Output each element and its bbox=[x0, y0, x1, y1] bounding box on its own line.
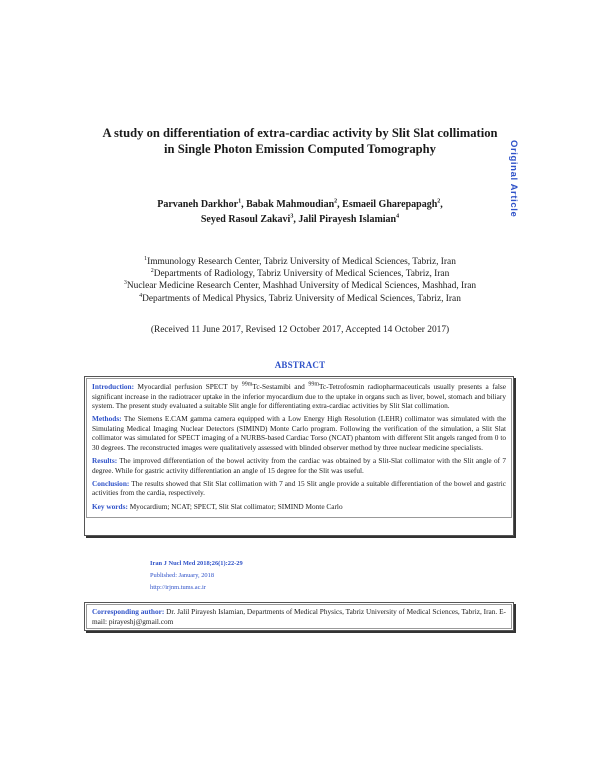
affiliation-item bbox=[100, 280, 500, 292]
affiliation-item bbox=[100, 293, 500, 305]
affiliation-item bbox=[100, 256, 500, 268]
section-label: Conclusion: bbox=[92, 478, 130, 488]
affiliation-number: 1 bbox=[144, 255, 148, 262]
author-name: Jalil Pirayesh Islamian bbox=[298, 214, 397, 225]
author-name: Babak Mahmoudian bbox=[246, 199, 335, 210]
author-separator: , bbox=[241, 199, 247, 210]
section-text: Myocardial perfusion SPECT by bbox=[134, 382, 242, 391]
journal-citation: Iran J Nucl Med 2018;26(1):22-29 bbox=[150, 560, 243, 567]
affiliation-text: Departments of Radiology, Tabriz University of Medical Sciences, Tabriz, Iran bbox=[153, 269, 450, 280]
author-separator: , bbox=[440, 199, 443, 210]
abstract-box bbox=[84, 376, 514, 536]
affiliation-number: 2 bbox=[150, 268, 154, 275]
corresponding-author bbox=[92, 607, 506, 626]
abstract-keywords bbox=[92, 502, 506, 512]
author-separator: , bbox=[293, 214, 299, 225]
journal-url-link[interactable]: http://irjnm.tums.ac.ir bbox=[150, 584, 206, 591]
author-name: Seyed Rasoul Zakavi bbox=[200, 214, 291, 225]
affiliation-marker: 2 bbox=[437, 198, 441, 205]
article-title: A study on differentiation of extra-cardiac activity by Slit Slat collimation in Single Photon Emission Computed Tomography bbox=[102, 126, 498, 156]
affiliation-text: Departments of Medical Physics, Tabriz University of Medical Sciences, Tabriz, Iran bbox=[142, 293, 461, 304]
section-label: Key words: bbox=[92, 501, 128, 511]
abstract-heading: ABSTRACT bbox=[274, 360, 326, 370]
article-type-label: Original Article bbox=[508, 140, 519, 218]
author-line-2 bbox=[120, 212, 480, 227]
affiliation-marker: 3 bbox=[290, 213, 294, 220]
author-list bbox=[120, 197, 480, 227]
author-separator: , bbox=[337, 199, 343, 210]
affiliation-list bbox=[100, 256, 500, 305]
section-text: Tc-Tetrofosmin radiopharmaceuticals usually presents a false significant increase in the radiotracer uptake in the inferior myocardium due to the uptake in organs such as liver, bowel, stomach and biliary system. The present study evaluated a suitable Slit angle for differentiating extra-cardiac activities by Slit Slat collimation. bbox=[92, 382, 506, 411]
abstract-methods bbox=[92, 414, 506, 452]
submission-dates: (Received 11 June 2017, Revised 12 October 2017, Accepted 14 October 2017) bbox=[150, 325, 450, 335]
isotope-superscript: 99m bbox=[308, 381, 319, 388]
section-text: Myocardium; NCAT; SPECT, Slit Slat collimator; SIMIND Monte Carlo bbox=[127, 501, 343, 511]
affiliation-number: 3 bbox=[123, 280, 127, 287]
affiliation-number: 4 bbox=[139, 292, 143, 299]
affiliation-marker: 2 bbox=[334, 198, 338, 205]
abstract-introduction bbox=[92, 382, 506, 411]
affiliation-text: Immunology Research Center, Tabriz University of Medical Sciences, Tabriz, Iran bbox=[147, 257, 456, 267]
abstract-conclusion bbox=[92, 479, 506, 498]
published-date: Published: January, 2018 bbox=[150, 572, 215, 579]
isotope-superscript: 99m bbox=[241, 381, 253, 388]
affiliation-marker: 1 bbox=[238, 198, 242, 205]
section-label: Introduction: bbox=[92, 382, 135, 391]
section-text: The Siemens E.CAM gamma camera equipped with a Low Energy High Resolution (LEHR) collimator was simulated with the Simulating Medical Imaging Nuclear Detectors (SIMIND) Monte Carlo program. Following the verification of the simulation, a Slit Slat collimator was simulated for SPECT imaging of a NURBS-based Cardiac Torso (NCAT) phantom with different Slit angels ranged from 0 to 30 degrees. The reconstructed images were qualitatively assessed with blinded observer method by three nuclear medicine specialists. bbox=[92, 414, 506, 453]
corresponding-author-box bbox=[84, 602, 514, 631]
abstract-results bbox=[92, 456, 506, 475]
affiliation-item bbox=[100, 268, 500, 280]
affiliation-marker: 4 bbox=[396, 213, 400, 220]
section-label: Corresponding author: bbox=[92, 607, 165, 616]
author-name: Esmaeil Gharepapagh bbox=[342, 199, 438, 210]
section-text: Dr. Jalil Pirayesh Islamian, Departments of Medical Physics, Tabriz University of Medical Sciences, Tabriz, Iran. E-mail: pirayeshj@gmail.com bbox=[92, 607, 506, 626]
section-text: Tc-Sestamibi and bbox=[252, 382, 309, 391]
author-line-1 bbox=[120, 197, 480, 212]
section-label: Results: bbox=[92, 456, 118, 466]
section-label: Methods: bbox=[92, 414, 122, 424]
section-text: The results showed that Slit Slat collimation with 7 and 15 Slit angle provide a suitable differentiation of the bowel and gastric activities from the cardia, respectively. bbox=[92, 478, 506, 498]
author-name: Parvaneh Darkhor bbox=[157, 199, 239, 210]
section-text: The improved differentiation of the bowel activity from the cardiac was obtained by a Slit-Slat collimator with the Slit angle of 7 degree. While for gastric activity differentiation an angle of 15 degree for the Slit was useful. bbox=[92, 456, 506, 475]
affiliation-text: Nuclear Medicine Research Center, Mashhad University of Medical Sciences, Mashhad, Iran bbox=[126, 281, 477, 292]
journal-info bbox=[150, 558, 243, 594]
